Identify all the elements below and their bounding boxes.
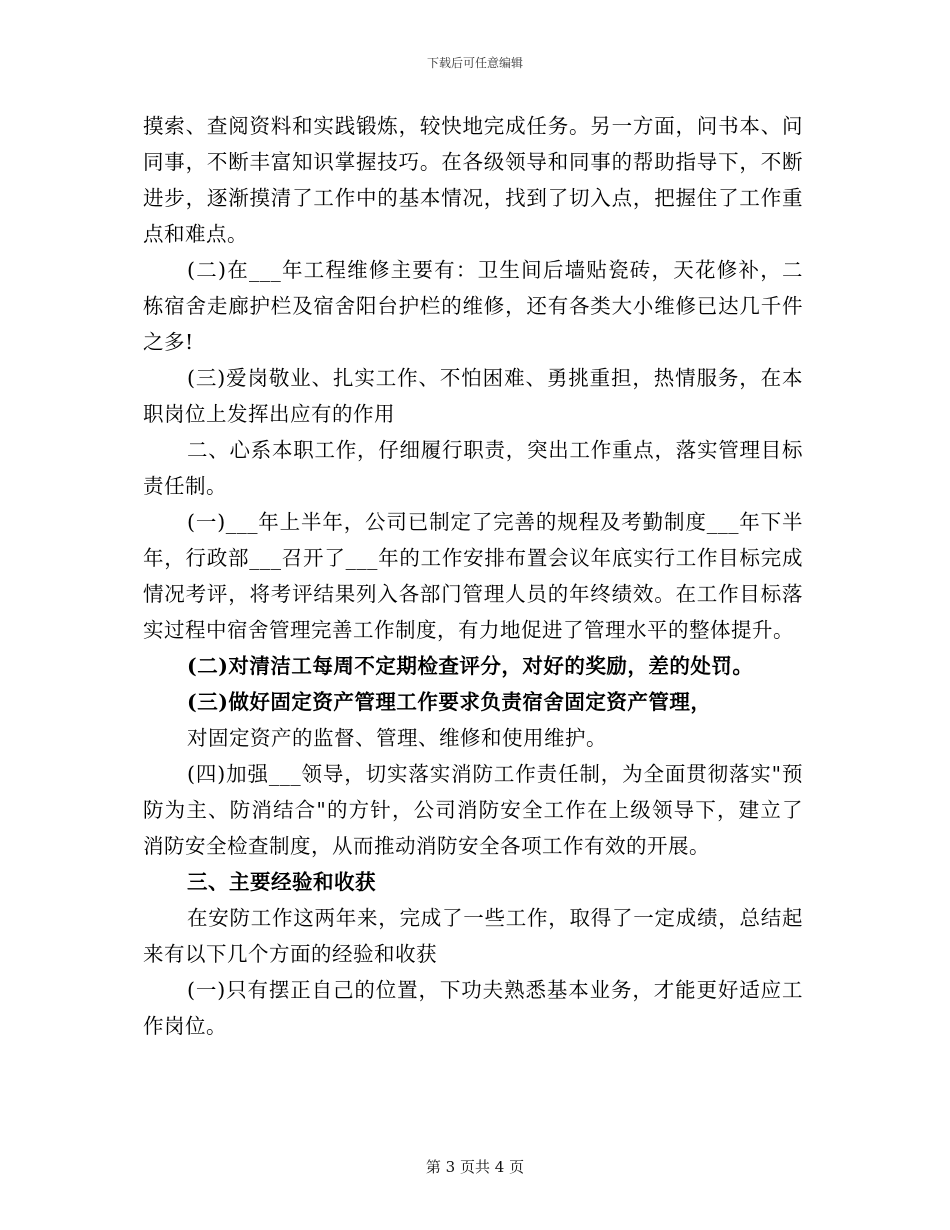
section-heading-2: 二、心系本职工作，仔细履行职责，突出工作重点，落实管理目标责任制。 bbox=[143, 438, 803, 498]
page-footer: 第 3 页共 4 页 bbox=[425, 1158, 525, 1176]
page-header: 下载后可任意编辑 bbox=[426, 56, 523, 70]
section-heading-3: 三、主要经验和收获 bbox=[187, 870, 376, 894]
paragraph-11: 在安防工作这两年来，完成了一些工作，取得了一定成绩，总结起来有以下几个方面的经验和收获 bbox=[143, 906, 803, 966]
paragraph-12: (一)只有摆正自己的位置，下功夫熟悉基本业务，才能更好适应工作岗位。 bbox=[143, 978, 803, 1038]
paragraph-8: 对固定资产的监督、管理、维修和使用维护。 bbox=[187, 726, 607, 750]
bold-paragraph-1: (二)对清洁工每周不定期检查评分，对好的奖励，差的处罚。 bbox=[187, 654, 754, 678]
document-body bbox=[143, 108, 803, 1044]
paragraph-3: (三)爱岗敬业、扎实工作、不怕困难、勇挑重担，热情服务，在本职岗位上发挥出应有的作用 bbox=[143, 366, 803, 426]
bold-paragraph-2: (三)做好固定资产管理工作要求负责宿舍固定资产管理， bbox=[187, 690, 712, 714]
paragraph-1: 摸索、查阅资料和实践锻炼，较快地完成任务。另一方面，问书本、问同事，不断丰富知识掌握技巧。在各级领导和同事的帮助指导下，不断进步，逐渐摸清了工作中的基本情况，找到了切入点，把握住了工作重点和难点。 bbox=[143, 114, 803, 246]
paragraph-9: (四)加强___领导，切实落实消防工作责任制，为全面贯彻落实"预防为主、防消结合"的方针，公司消防安全工作在上级领导下，建立了消防安全检查制度，从而推动消防安全各项工作有效的开展。 bbox=[143, 762, 803, 858]
paragraph-5: (一)___年上半年，公司已制定了完善的规程及考勤制度___年下半年，行政部___召开了___年的工作安排布置会议年底实行工作目标完成情况考评，将考评结果列入各部门管理人员的年终绩效。在工作目标落实过程中宿舍管理完善工作制度，有力地促进了管理水平的整体提升。 bbox=[143, 510, 803, 642]
paragraph-2: (二)在___年工程维修主要有：卫生间后墙贴瓷砖，天花修补，二栋宿舍走廊护栏及宿舍阳台护栏的维修，还有各类大小维修已达几千件之多! bbox=[143, 258, 803, 354]
